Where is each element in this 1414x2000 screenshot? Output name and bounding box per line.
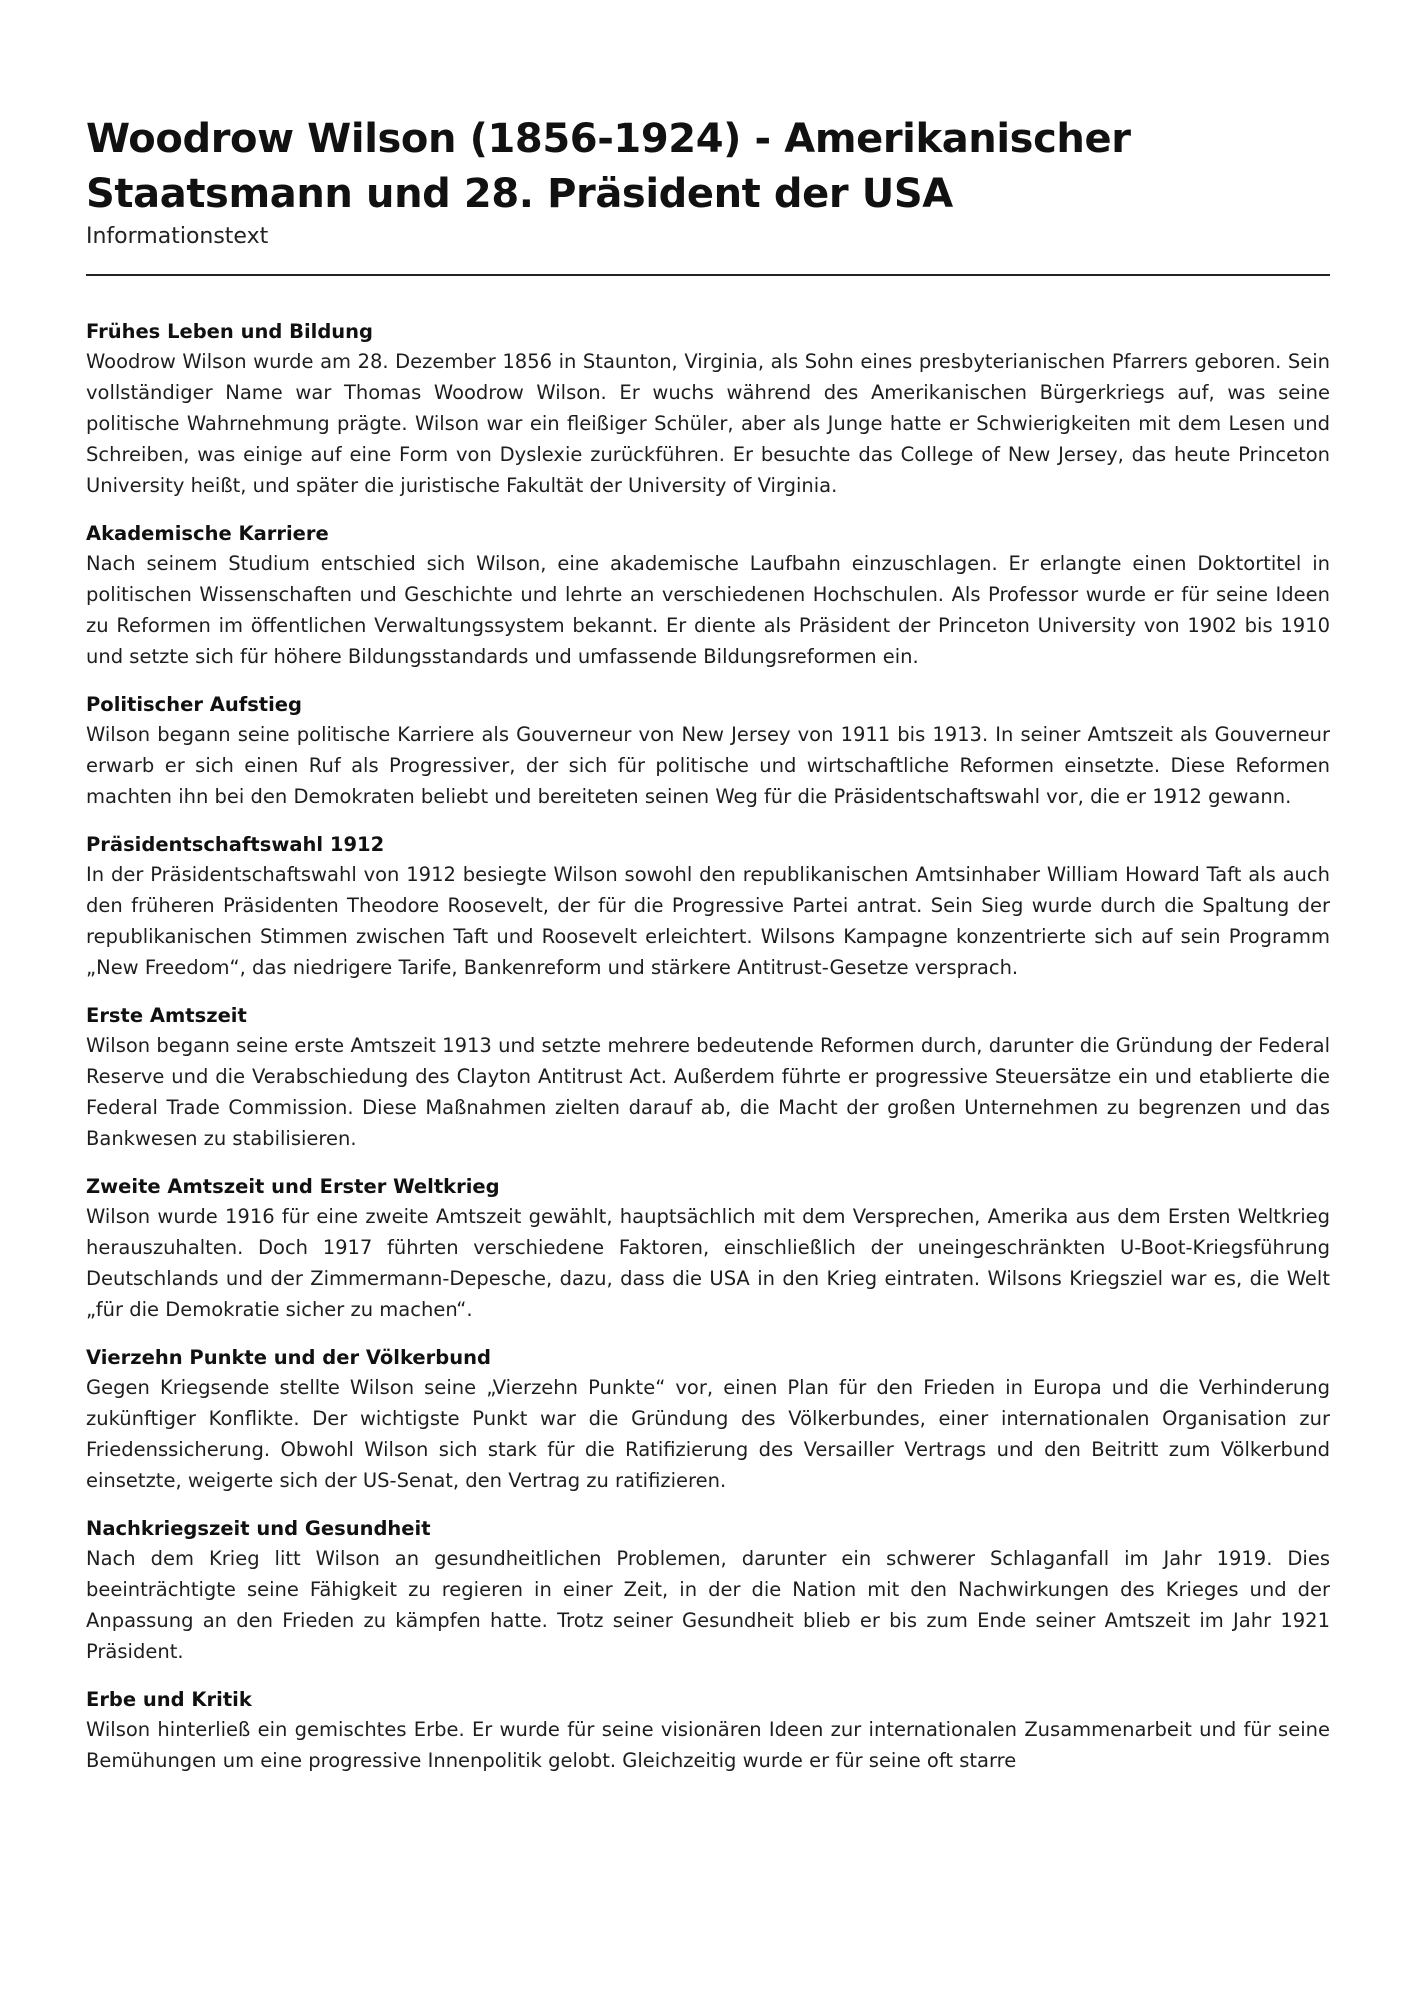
section-heading: Akademische Karriere xyxy=(86,522,329,545)
section-erbe-und-kritik xyxy=(86,1685,1330,1776)
section-vierzehn-punkte xyxy=(86,1343,1330,1496)
section-body: Nach dem Krieg litt Wilson an gesundheitlichen Problemen, darunter ein schwerer Schlaganfall im Jahr 1919. Dies beeinträchtigte seine Fähigkeit zu regieren in einer Zeit, in der die Nation mit den Nachwirkungen des Krieges und der Anpassung an den Frieden zu kämpfen hatte. Trotz seiner Gesundheit blieb er bis zum Ende seiner Amtszeit im Jahr 1921 Präsident. xyxy=(86,1547,1330,1663)
section-politischer-aufstieg xyxy=(86,690,1330,812)
section-nachkriegszeit xyxy=(86,1514,1330,1667)
section-heading: Nachkriegszeit und Gesundheit xyxy=(86,1517,431,1540)
section-heading: Zweite Amtszeit und Erster Weltkrieg xyxy=(86,1175,500,1198)
section-body: Wilson wurde 1916 für eine zweite Amtszeit gewählt, hauptsächlich mit dem Versprechen, Amerika aus dem Ersten Weltkrieg herauszuhalten. Doch 1917 führten verschiedene Faktoren, einschließlich der uneingeschränkten U-Boot-Kriegsführung Deutschlands und der Zimmermann-Depesche, dazu, dass die USA in den Krieg eintraten. Wilsons Kriegsziel war es, die Welt „für die Demokratie sicher zu machen“. xyxy=(86,1205,1330,1321)
section-body: Woodrow Wilson wurde am 28. Dezember 1856 in Staunton, Virginia, als Sohn eines presbyterianischen Pfarrers geboren. Sein vollständiger Name war Thomas Woodrow Wilson. Er wuchs während des Amerikanischen Bürgerkriegs auf, was seine politische Wahrnehmung prägte. Wilson war ein fleißiger Schüler, aber als Junge hatte er Schwierigkeiten mit dem Lesen und Schreiben, was einige auf eine Form von Dyslexie zurückführen. Er besuchte das College of New Jersey, das heute Princeton University heißt, und später die juristische Fakultät der University of Virginia. xyxy=(86,350,1330,497)
section-body: Wilson begann seine politische Karriere als Gouverneur von New Jersey von 1911 bis 1913. In seiner Amtszeit als Gouverneur erwarb er sich einen Ruf als Progressiver, der sich für politische und wirtschaftliche Reformen einsetzte. Diese Reformen machten ihn bei den Demokraten beliebt und bereiteten seinen Weg für die Präsidentschaftswahl vor, die er 1912 gewann. xyxy=(86,723,1330,808)
section-heading: Politischer Aufstieg xyxy=(86,693,302,716)
section-akademische-karriere xyxy=(86,519,1330,672)
section-body: Wilson begann seine erste Amtszeit 1913 und setzte mehrere bedeutende Reformen durch, darunter die Gründung der Federal Reserve und die Verabschiedung des Clayton Antitrust Act. Außerdem führte er progressive Steuersätze ein und etablierte die Federal Trade Commission. Diese Maßnahmen zielten darauf ab, die Macht der großen Unternehmen zu begrenzen und das Bankwesen zu stabilisieren. xyxy=(86,1034,1330,1150)
section-heading: Präsidentschaftswahl 1912 xyxy=(86,833,385,856)
section-body: In der Präsidentschaftswahl von 1912 besiegte Wilson sowohl den republikanischen Amtsinhaber William Howard Taft als auch den früheren Präsidenten Theodore Roosevelt, der für die Progressive Partei antrat. Sein Sieg wurde durch die Spaltung der republikanischen Stimmen zwischen Taft und Roosevelt erleichtert. Wilsons Kampagne konzentrierte sich auf sein Programm „New Freedom“, das niedrigere Tarife, Bankenreform und stärkere Antitrust-Gesetze versprach. xyxy=(86,863,1330,979)
section-body: Gegen Kriegsende stellte Wilson seine „Vierzehn Punkte“ vor, einen Plan für den Frieden in Europa und die Verhinderung zukünftiger Konflikte. Der wichtigste Punkt war die Gründung des Völkerbundes, einer internationalen Organisation zur Friedenssicherung. Obwohl Wilson sich stark für die Ratifizierung des Versailler Vertrags und den Beitritt zum Völkerbund einsetzte, weigerte sich der US-Senat, den Vertrag zu ratifizieren. xyxy=(86,1376,1330,1492)
section-praesidentschaftswahl-1912 xyxy=(86,830,1330,983)
section-heading: Frühes Leben und Bildung xyxy=(86,320,374,343)
section-erste-amtszeit xyxy=(86,1001,1330,1154)
document-page xyxy=(86,112,1330,1794)
section-body: Wilson hinterließ ein gemischtes Erbe. Er wurde für seine visionären Ideen zur internationalen Zusammenarbeit und für seine Bemühungen um eine progressive Innenpolitik gelobt. Gleichzeitig wurde er für seine oft starre xyxy=(86,1718,1330,1772)
section-fruehes-leben xyxy=(86,317,1330,501)
section-heading: Vierzehn Punkte und der Völkerbund xyxy=(86,1346,491,1369)
section-heading: Erbe und Kritik xyxy=(86,1688,252,1711)
section-heading: Erste Amtszeit xyxy=(86,1004,247,1027)
document-title: Woodrow Wilson (1856-1924) - Amerikanischer Staatsmann und 28. Präsident der USA xyxy=(86,116,1131,217)
section-body: Nach seinem Studium entschied sich Wilson, eine akademische Laufbahn einzuschlagen. Er erlangte einen Doktortitel in politischen Wissenschaften und Geschichte und lehrte an verschiedenen Hochschulen. Als Professor wurde er für seine Ideen zu Reformen im öffentlichen Verwaltungssystem bekannt. Er diente als Präsident der Princeton University von 1902 bis 1910 und setzte sich für höhere Bildungsstandards und umfassende Bildungsreformen ein. xyxy=(86,552,1330,668)
title-divider xyxy=(86,274,1330,276)
document-subtitle: Informationstext xyxy=(86,224,269,249)
section-zweite-amtszeit xyxy=(86,1172,1330,1325)
